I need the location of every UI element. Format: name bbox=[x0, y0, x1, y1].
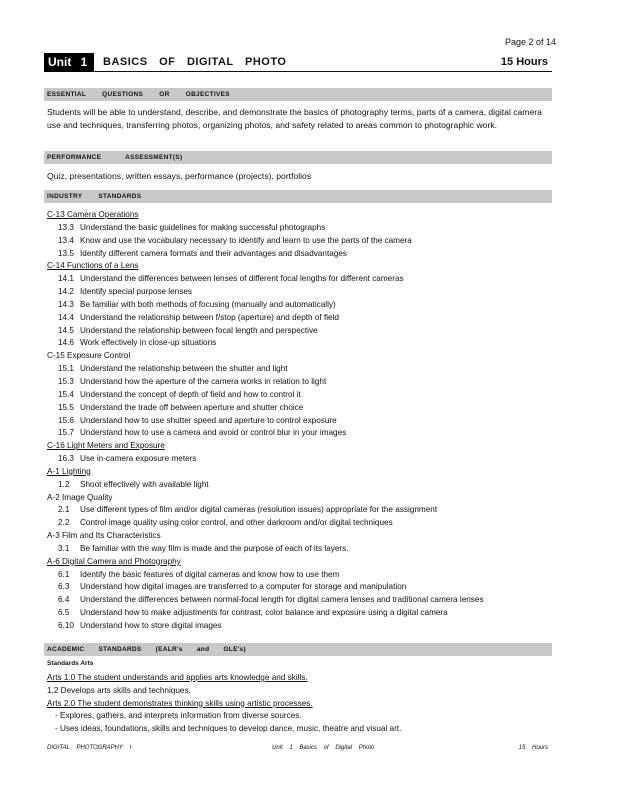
line-text: Understand the relationship between the shutter and light bbox=[80, 364, 288, 374]
item-number: 15.4 bbox=[58, 389, 74, 399]
line-text: Arts 1.0 The student understands and applies arts knowledge and skills. bbox=[47, 673, 308, 682]
line-text: A-1 Lighting bbox=[47, 466, 91, 476]
industry-item bbox=[47, 376, 552, 389]
line-text: Know and use the vocabulary necessary to identify and learn to use the parts of the camera bbox=[80, 235, 412, 245]
industry-item bbox=[47, 235, 552, 248]
item-number: 13.4 bbox=[58, 235, 74, 245]
item-number: 6.10 bbox=[58, 621, 74, 630]
line-text: - Uses ideas, foundations, skills and techniques to develop dance, music, theatre and visual art. bbox=[55, 724, 402, 734]
line-text: 1.2 Develops arts skills and techniques. bbox=[47, 685, 191, 695]
unit-header bbox=[44, 53, 552, 72]
industry-item bbox=[47, 222, 552, 235]
line-text: Understand the relationship between focal length and perspective bbox=[80, 325, 318, 335]
industry-head bbox=[47, 260, 552, 273]
arts-sub bbox=[47, 710, 552, 723]
unit-hours: 15 Hours bbox=[500, 56, 548, 68]
industry-head bbox=[47, 492, 552, 505]
line-text: Understand how to use a camera and avoid or control blur in your images bbox=[80, 428, 347, 438]
line-text: C-16 Light Meters and Exposure bbox=[47, 441, 165, 451]
section-title-performance: PERFORMANCE ASSESSMENT(S) bbox=[47, 154, 183, 161]
item-number: 13.5 bbox=[58, 248, 74, 258]
page-footer bbox=[47, 745, 552, 755]
arts-head bbox=[47, 685, 552, 698]
industry-item bbox=[47, 620, 552, 633]
item-number: 14.1 bbox=[58, 274, 74, 284]
section-bar-essential bbox=[44, 88, 552, 101]
arts-standards-list bbox=[47, 672, 552, 736]
industry-head bbox=[47, 530, 552, 543]
item-number: 2.1 bbox=[58, 505, 70, 515]
industry-head bbox=[47, 556, 552, 569]
section-title-essential: ESSENTIAL QUESTIONS OR OBJECTIVES bbox=[47, 91, 230, 98]
line-text: Identify different camera formats and their advantages and disadvantages bbox=[80, 248, 348, 258]
line-text: Understand the relationship between f/stop (aperture) and depth of field bbox=[80, 312, 339, 322]
line-text: C-13 Camera Operations bbox=[47, 210, 139, 219]
item-number: 15.1 bbox=[58, 364, 74, 374]
unit-label: Unit 1 bbox=[44, 53, 94, 72]
item-number: 2.2 bbox=[58, 518, 70, 528]
item-number: 15.7 bbox=[58, 428, 74, 438]
item-number: 14.2 bbox=[58, 287, 74, 297]
industry-item bbox=[47, 479, 552, 492]
essential-text: Students will be able to understand, describe, and demonstrate the basics of photography terms, parts of a camera, digital camera use and techniques, transferring photos, organizing photos, and safety related to areas common to photographic work. bbox=[47, 107, 542, 130]
line-text: Shoot effectively with available light bbox=[80, 479, 209, 489]
line-text: Understand how the aperture of the camera works in relation to light bbox=[80, 376, 327, 386]
industry-item bbox=[47, 581, 552, 594]
industry-item bbox=[47, 517, 552, 530]
line-text: Use different types of film and/or digital cameras (resolution issues) appropriate for the assignment bbox=[80, 505, 438, 515]
industry-item bbox=[47, 504, 552, 517]
industry-item bbox=[47, 312, 552, 325]
industry-item bbox=[47, 299, 552, 312]
item-number: 13.3 bbox=[58, 222, 74, 232]
line-text: Understand the differences between normal-focal length for digital camera lenses and traditional camera lenses bbox=[80, 595, 484, 605]
industry-head bbox=[47, 209, 552, 222]
line-text: Be familiar with both methods of focusing (manually and automatically) bbox=[80, 299, 336, 309]
industry-item bbox=[47, 286, 552, 299]
item-number: 14.6 bbox=[58, 338, 74, 348]
line-text: C-15 Exposure Control bbox=[47, 351, 131, 361]
line-text: Identify the basic features of digital cameras and know how to use them bbox=[80, 569, 340, 579]
line-text: Understand the trade off between aperture and shutter choice bbox=[80, 402, 304, 412]
footer-right: 15 Hours bbox=[518, 745, 548, 751]
footer-left: DIGITAL PHOTOGRAPHY I bbox=[47, 745, 132, 751]
industry-item bbox=[47, 543, 552, 556]
page-number: Page 2 of 14 bbox=[504, 37, 556, 47]
line-text: A-3 Film and Its Characteristics bbox=[47, 531, 161, 541]
line-text: Identify special purpose lenses bbox=[80, 287, 192, 297]
line-text: Arts 2.0 The student demonstrates thinking skills using artistic processes. bbox=[47, 698, 313, 708]
line-text: Understand how to use shutter speed and aperture to control exposure bbox=[80, 415, 337, 425]
arts-sub bbox=[47, 723, 552, 736]
performance-text: Quiz, presentations, written essays, performance (projects), portfolios bbox=[47, 171, 312, 181]
line-text: A-6 Digital Camera and Photography bbox=[47, 556, 181, 566]
line-text: Understand how digital images are transferred to a computer for storage and manipulation bbox=[80, 582, 407, 592]
industry-item bbox=[47, 389, 552, 402]
line-text: Work effectively in close-up situations bbox=[80, 338, 217, 348]
line-text: A-2 Image Quality bbox=[47, 492, 113, 502]
industry-item bbox=[47, 325, 552, 338]
line-text: Understand the basic guidelines for making successful photographs bbox=[80, 222, 326, 232]
item-number: 6.3 bbox=[58, 582, 70, 592]
arts-head bbox=[47, 672, 552, 685]
industry-item bbox=[47, 594, 552, 607]
section-bar-academic bbox=[44, 643, 552, 656]
item-number: 14.5 bbox=[58, 325, 74, 335]
arts-head bbox=[47, 698, 552, 711]
item-number: 15.3 bbox=[58, 376, 74, 386]
industry-item bbox=[47, 402, 552, 415]
line-text: C-14 Functions of a Lens bbox=[47, 261, 139, 271]
footer-center: Unit 1 Basics of Digital Photo bbox=[272, 745, 375, 751]
item-number: 16.3 bbox=[58, 454, 74, 464]
industry-item bbox=[47, 363, 552, 376]
industry-standards-list bbox=[47, 209, 552, 633]
industry-head bbox=[47, 440, 552, 453]
item-number: 6.1 bbox=[58, 569, 70, 579]
line-text: Understand how to make adjustments for contrast, color balance and exposure using a digital camera bbox=[80, 608, 448, 618]
line-text: Be familiar with the way film is made and the purpose of each of its layers. bbox=[80, 543, 349, 553]
section-bar-performance bbox=[44, 151, 552, 164]
section-bar-industry bbox=[44, 190, 552, 203]
line-text: Use in-camera exposure meters bbox=[80, 454, 197, 464]
industry-item bbox=[47, 337, 552, 350]
line-text: - Explores, gathers, and interprets information from diverse sources. bbox=[55, 711, 302, 721]
section-title-industry: INDUSTRY STANDARDS bbox=[47, 193, 142, 200]
line-text: Understand the concept of depth of field and how to control it bbox=[80, 389, 301, 399]
item-number: 1.2 bbox=[58, 479, 70, 489]
item-number: 6.5 bbox=[58, 608, 70, 618]
industry-item bbox=[47, 415, 552, 428]
standards-label: Standards Arts bbox=[47, 660, 94, 667]
item-number: 15.6 bbox=[58, 415, 74, 425]
item-number: 3.1 bbox=[58, 543, 70, 553]
industry-item bbox=[47, 248, 552, 261]
section-title-academic: ACADEMIC STANDARDS (EALR's and GLE's) bbox=[47, 646, 246, 653]
industry-item bbox=[47, 453, 552, 466]
industry-head bbox=[47, 350, 552, 363]
line-text: Control image quality using color control, and other darkroom and/or digital techniques bbox=[80, 518, 393, 528]
industry-head bbox=[47, 466, 552, 479]
item-number: 15.5 bbox=[58, 402, 74, 412]
unit-title: BASICS OF DIGITAL PHOTO bbox=[103, 56, 287, 68]
industry-item bbox=[47, 607, 552, 620]
line-text: Understand how to store digital images bbox=[80, 621, 222, 630]
industry-item bbox=[47, 273, 552, 286]
item-number: 14.3 bbox=[58, 299, 74, 309]
line-text: Understand the differences between lenses of different focal lengths for different cameras bbox=[80, 274, 404, 284]
industry-item bbox=[47, 427, 552, 440]
industry-item bbox=[47, 569, 552, 582]
item-number: 14.4 bbox=[58, 312, 74, 322]
item-number: 6.4 bbox=[58, 595, 70, 605]
